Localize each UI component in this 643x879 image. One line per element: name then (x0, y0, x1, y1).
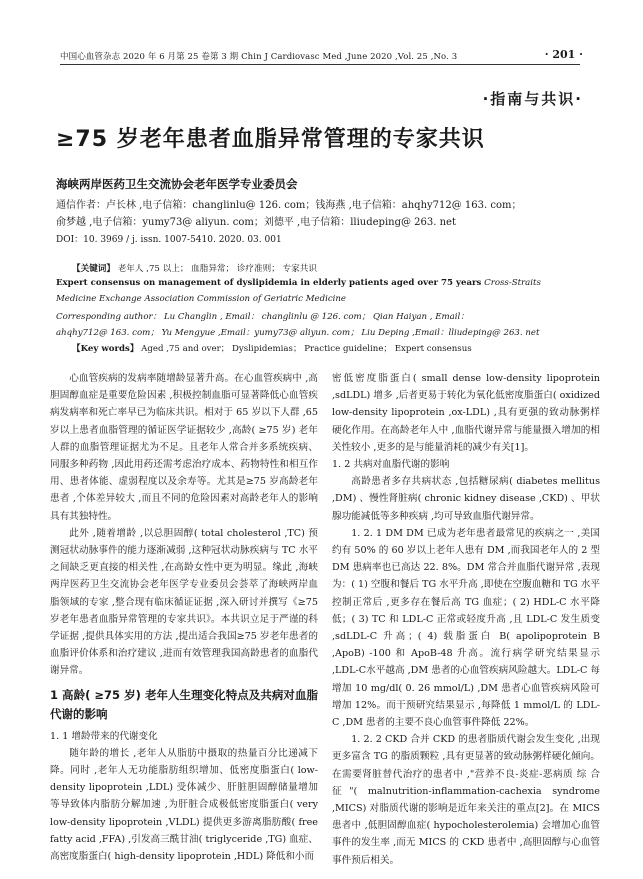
section-heading-1: 1 高龄( ≥75 岁) 老年人生理变化特点及共病对血脂代谢的影响 (50, 687, 318, 721)
english-correspondence-1: Corresponding author： Lu Changlin , Email： changlinlu @ 126. com； Qian Haiyan , Email： (56, 312, 469, 322)
paragraph-1-1: 随年龄的增长 ,老年人从脂肪中摄取的热量百分比递减下降。同时 ,老年人无功能脂肪组织增加、低密度脂蛋白( low-density lipoprotein ,LDL) 受体减少、肝脏胆固醇储量增加等导致体内脂肪分解加速 ,为肝脏合成极低密度脂蛋白( very low-density lipoprotein ,VLDL) 提供更多游离脂肪酸( free fatty acid ,FFA) ,引发高三酰甘油( triglyceride ,TG) 血症、高密度脂蛋白( high-density lipoprotein ,HDL) 降低和小而 (50, 747, 318, 863)
article-title: ≥75 岁老年患者血脂异常管理的专家共识 (56, 127, 485, 152)
keywords-en-label: 【Key words】 (72, 344, 139, 354)
keywords-cn-label: 【关键词】 (72, 264, 115, 274)
corresponding-authors-line-2: 俞梦越 ,电子信箱：yumy73@ aliyun. com；刘德平 ,电子信箱：lliudeping@ 263. net (56, 217, 456, 228)
subsection-heading-1-1: 1. 1 增龄带来的代谢变化 (50, 730, 158, 742)
author-organization: 海峡两岸医药卫生交流协会老年医学专业委员会 (56, 177, 298, 191)
paragraph-intro-2: 此外 ,随着增龄 ,以总胆固醇( total cholesterol ,TC) 预测冠状动脉事件的能力逐渐减弱 ,这种冠状动脉疾病与 TC 水平之间缺乏更直接的相关性 ,在高龄女性中更为明显。缘此 ,海峡两岸医药卫生交流协会老年医学专业委员会荟萃了海峡两岸血脂领域的专家 ,整合现有临床循证证据 ,深入研讨并撰写《≥75 岁老年患者血脂异常管理的专家共识》。本共识立足于严谨的科学证据 ,提供具体实用的方法 ,提出适合我国≥75 岁老年患者的血脂评价体系和治疗建议 ,进而有效管理我国高龄患者的血脂代谢异常。 (50, 527, 318, 677)
paragraph-1-2-1: 1. 2. 1 DM DM 已成为老年患者最常见的疾病之一 ,美国约有 50% 的 60 岁以上老年人患有 DM ,而我国老年人的 2 型 DM 患病率也已高达 22. 8%。DM 常合并血脂代谢异常 ,表现为：( 1) 空腹和餐后 TG 水平升高 ,即使在空腹血糖和 TG 水平控制正常后 ,更多存在餐后高 TG 血症；( 2) HDL-C 水平降低；( 3) TC 和 LDL-C 正常或轻度升高 ,且 LDL-C 发生质变 ,sdLDL-C 升高；( 4) 载脂蛋白 B( apolipoprotein B ,ApoB) -100 和 ApoB-48 升高。流行病学研究结果显示 ,LDL-C水平越高 ,DM 患者的心血管疾病风险越大。LDL-C 每增加 10 mg/dl( 0. 26 mmol/L) ,DM 患者心血管疾病风险可增加 12%。而干预研究结果显示 ,每降低 1 mmol/L 的 LDL-C ,DM 患者的主要不良心血管事件降低 22%。 (332, 527, 600, 729)
keywords-en (72, 342, 472, 354)
running-head: 中国心血管杂志 2020 年 6 月第 25 卷第 3 期 Chin J Cardiovasc Med ,June 2020 ,Vol. 25 ,No. 3 (60, 52, 458, 62)
english-title-line (56, 278, 541, 288)
body-column-left (50, 370, 318, 865)
page-number: · 201 · (544, 48, 583, 61)
body-column-right (332, 370, 600, 869)
keywords-en-text: Aged ,75 and over； Dyslipidemias； Practice guideline； Expert consensus (138, 344, 472, 354)
paragraph-1-2: 高龄患者多存共病状态 ,包括糖尿病( diabetes mellitus ,DM) 、慢性肾脏病( chronic kidney disease ,CKD) 、甲状腺功能减低等多种疾病 ,均可导致血脂代谢异常。 (332, 476, 600, 522)
english-title: Expert consensus on management of dyslipidemia in elderly patients aged over 75 years (56, 278, 482, 288)
subsection-heading-1-2: 1. 2 共病对血脂代谢的影响 (332, 459, 450, 471)
corresponding-authors-line-1: 通信作者：卢长林 ,电子信箱：changlinlu@ 126. com；钱海燕 ,电子信箱：ahqhy712@ 163. com； (56, 200, 522, 211)
english-affiliation: Medicine Exchange Association Commission of Geriatric Medicine (56, 294, 347, 304)
paragraph-1-1-cont: 密低密度脂蛋白( small dense low-density lipoprotein ,sdLDL) 增多 ,后者更易于转化为氧化低密度脂蛋白( oxidized low-density lipoprotein ,ox-LDL) ,具有更强的致动脉粥样硬化作用。在高龄老年人中 ,血脂代谢异常与能量摄入增加的相关性较小 ,更多的是与能量消耗的减少有关[1]。 (332, 373, 600, 453)
english-correspondence-2: ahqhy712@ 163. com； Yu Mengyue ,Email：yumy73@ aliyun. com； Liu Deping ,Email：lliudeping@ 263. net (56, 328, 540, 338)
keywords-cn (72, 262, 317, 274)
header-rule (60, 64, 580, 65)
article-category: ·指南与共识· (482, 90, 583, 108)
english-affiliation-start: Cross-Straits (481, 278, 541, 288)
paragraph-1-2-2: 1. 2. 2 CKD 合并 CKD 的患者脂质代谢会发生变化 ,出现更多富含 TG 的脂质颗粒 ,具有更显著的致动脉粥样硬化倾向。在需要肾脏替代治疗的患者中 ,"营养不良-炎症-恶病质 综 合 征"( malnutrition-inflammation-cachexia syndrome ,MICS) 对脂质代谢的影响是近年来关注的重点[2]。在 MICS 患者中 ,低胆固醇血症( hypocholesterolemia) 会增加心血管事件的发生率 ,而无 MICS 的 CKD 患者中 ,高胆固醇与心血管事件预后相关。 (332, 734, 600, 866)
keywords-cn-text: 老年人 ,75 以上； 血脂异常； 诊疗准则； 专家共识 (114, 264, 317, 274)
paragraph-intro-1: 心血管疾病的发病率随增龄显著升高。在心血管疾病中 ,高胆固醇血症是重要危险因素 ,积极控制血脂可显著降低心血管疾病发病率和死亡率早已为临床共识。相对于 65 岁以下人群 ,65 岁以上患者血脂管理的循证医学证据较少 ,高龄( ≥75 岁) 老年人群的血脂管理证据尤为不足。且老年人常合并多系统疾病、同服多种药物 ,因此用药还需考虑治疗成本、药物特性和相互作用、患者体能、虚弱程度以及余寿等。尤其是≥75 岁高龄老年患者 ,个体差异较大 ,而且不同的危险因素对高龄老年人的影响具有其独特性。 (50, 373, 318, 522)
doi: DOI：10. 3969 / j. issn. 1007-5410. 2020. 03. 001 (56, 235, 282, 245)
